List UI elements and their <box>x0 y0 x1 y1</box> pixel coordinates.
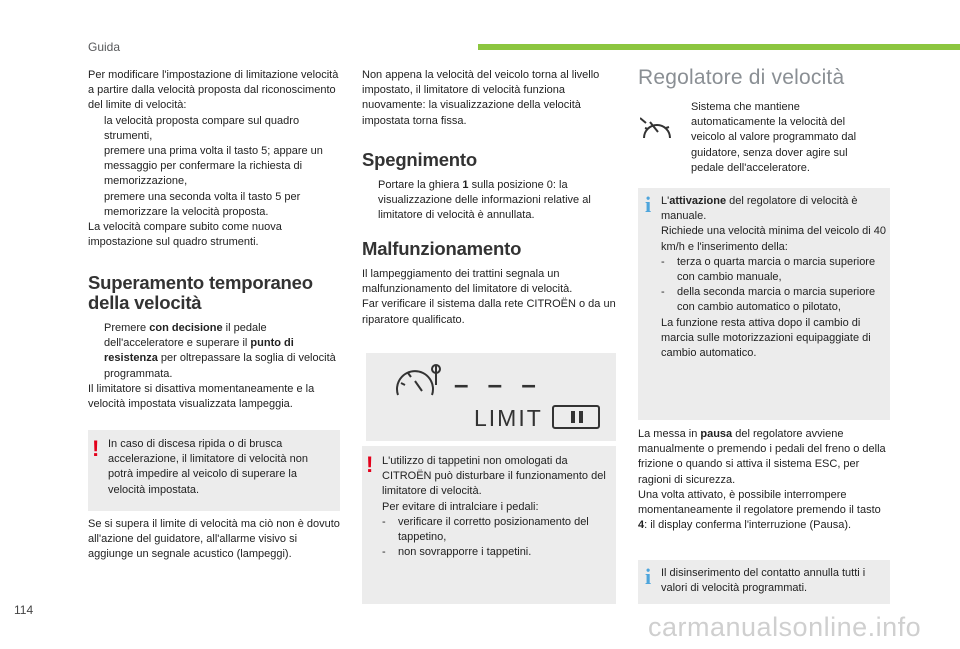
col1-after-bullet2: Il limitatore si disattiva momentaneamente e la velocità impostata visualizzata lampeggia. <box>88 382 315 411</box>
heading-regolatore: Regolatore di velocità <box>638 66 845 89</box>
col1-bullet-text: premere una prima volta il tasto 5; appare un messaggio per confermare la richiesta di memorizzazione, <box>104 145 323 188</box>
info-icon: i <box>645 564 652 589</box>
pause-c: del regolatore avviene manualmente o premendo i pedali del freno o della frizione o quando si attiva il sistema ESC, per ragioni di sicurezza. <box>638 428 886 486</box>
col1-after-bullets: La velocità compare subito come nuova impostazione sul quadro strumenti. <box>88 221 282 249</box>
info-text-1 <box>661 194 886 361</box>
warning-icon: ! <box>92 436 100 461</box>
cruise-control-icon <box>640 114 674 142</box>
col2-malf-text-2: Far verificare il sistema dalla rete CITROËN o da un riparatore qualificato. <box>362 298 616 326</box>
col1-bullet2-b: con decisione <box>149 322 223 334</box>
info-1-item <box>661 285 886 315</box>
col1-bullet2-c: il pedale dell'acceleratore e superare il <box>104 322 267 350</box>
info-1-item <box>661 255 886 285</box>
pause-icon <box>552 405 600 429</box>
col1-bullet-text: premere una seconda volta il tasto 5 per memorizzare la velocità proposta. <box>104 190 301 218</box>
col2-intro: Non appena la velocità del veicolo torna al livello impostato, il limitatore di velocità funziona nuovamente: la visualizzazione della velocità impostata torna fissa. <box>362 69 600 127</box>
column-1 <box>88 68 344 250</box>
pause-d: Una volta attivato, è possibile interrompere momentaneamente il regolatore premendo il tasto <box>638 488 881 517</box>
col3-pause <box>638 427 890 533</box>
col1-bullet2-a: Premere <box>104 322 150 334</box>
col1-final <box>88 517 344 563</box>
column-1-lower <box>88 321 344 412</box>
pause-b: pausa <box>700 428 733 440</box>
heading-malfunzionamento: Malfunzionamento <box>362 238 522 259</box>
section-bar <box>478 44 960 50</box>
col1-bullet2-d: punto di resistenza <box>104 337 294 365</box>
warning-2-item-text: verificare il corretto posizionamento del tappetino, <box>398 515 589 544</box>
warning-2-mid: Per evitare di intralciare i pedali: <box>382 500 539 513</box>
col2-bullet-c: sulla posizione 0: la visualizzazione delle informazioni relative al limitatore di velocità è annullata. <box>378 179 591 222</box>
info-1-item-text: terza o quarta marcia o marcia superiore con cambio manuale, <box>677 255 876 284</box>
page-number: 114 <box>14 603 34 617</box>
dash-marker: - <box>661 286 665 299</box>
warning-2-item <box>382 545 614 560</box>
col1-intro: Per modificare l'impostazione di limitazione velocità a partire dalla velocità proposta dal riconoscimento del limite di velocità: <box>88 69 339 112</box>
section-label: Guida <box>88 40 121 54</box>
dash-marker: - <box>661 255 665 268</box>
col1-bullet <box>88 114 344 144</box>
col2-spegnimento <box>362 178 618 224</box>
limit-dashes: – – – <box>454 369 542 399</box>
col3-intro-text: Sistema che mantiene automaticamente la velocità del veicolo al valore programmato dal guidatore, senza dover agire sul pedale dell'acceleratore. <box>691 101 857 174</box>
warning-2-item-text: non sovrapporre i tappetini. <box>398 546 532 559</box>
watermark: carmanualsonline.info <box>648 612 922 642</box>
info-1-a: L' <box>661 195 670 207</box>
info-1-item-text: della seconda marcia o marcia superiore con cambio automatico o pilotato, <box>677 286 876 314</box>
info-icon: i <box>645 192 652 217</box>
info-1-e: La funzione resta attiva dopo il cambio di marcia sulle motorizzazioni equipaggiate di cambio automatico. <box>661 316 871 360</box>
info-1-d: Richiede una velocità minima del veicolo di 40 km/h e l'inserimento della: <box>661 225 887 253</box>
heading-spegnimento: Spegnimento <box>362 149 477 170</box>
col2-malf-text: Il lampeggiamento dei trattini segnala un malfunzionamento del limitatore di velocità. <box>362 268 573 296</box>
column-2 <box>362 68 618 129</box>
col1-bullet2-e: per oltrepassare la soglia di velocità programmata. <box>104 352 336 380</box>
dash-marker: - <box>382 515 386 528</box>
pause-f: : il display conferma l'interruzione (Pausa). <box>644 519 852 532</box>
col2-malf <box>362 267 618 328</box>
col2-bullet-a: Portare la ghiera <box>378 179 463 191</box>
col2-bullet-b: 1 <box>462 179 469 191</box>
col3-intro <box>691 100 879 176</box>
col1-bullet <box>88 144 344 190</box>
speedometer-icon <box>392 363 442 403</box>
col1-final-text: Se si supera il limite di velocità ma ciò non è dovuto all'azione del guidatore, all'allarme visivo si aggiunge un segnale acustico (lampeggi). <box>88 518 340 561</box>
info-1-c: del regolatore di velocità è manuale. <box>661 195 858 223</box>
dash-marker: - <box>382 546 386 559</box>
warning-text-1: In caso di discesa ripida o di brusca accelerazione, il limitatore di velocità non potrà impedire al veicolo di superare la velocità impostata. <box>108 438 308 496</box>
info-text-2: Il disinserimento del contatto annulla tutti i valori di velocità programmati. <box>661 567 866 595</box>
col2-bullet <box>362 178 618 224</box>
col1-bullet-text: la velocità proposta compare sul quadro strumenti, <box>104 114 300 142</box>
warning-2-item <box>382 515 614 545</box>
pause-a: La messa in <box>638 428 701 440</box>
pause-e: 4 <box>638 519 645 532</box>
col1-bullet <box>88 321 344 382</box>
col1-bullet <box>88 190 344 220</box>
warning-text-2 <box>382 454 614 560</box>
heading-superamento: Superamento temporaneo della velocità <box>88 272 313 313</box>
limit-label: LIMIT <box>474 405 543 431</box>
warning-icon: ! <box>366 452 374 477</box>
warning-2-intro: L'utilizzo di tappetini non omologati da CITROËN può disturbare il funzionamento del limitatore di velocità. <box>382 455 606 498</box>
limit-display-panel <box>366 353 616 441</box>
info-1-b: attivazione <box>669 195 727 207</box>
